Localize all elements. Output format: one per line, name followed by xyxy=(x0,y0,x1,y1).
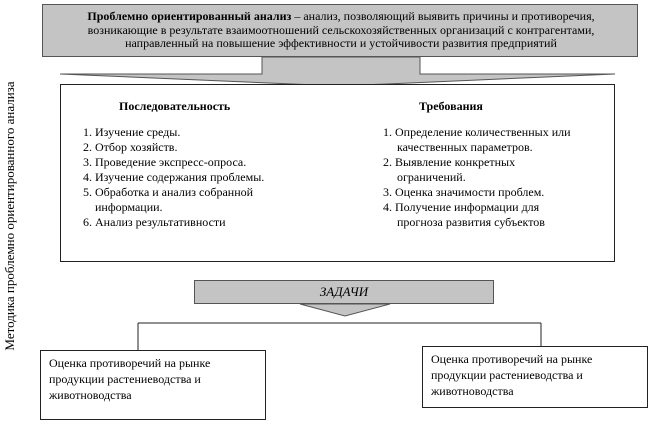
task-left-text: Оценка противоречий на рынке продукции растениеводства и животноводства xyxy=(49,356,211,402)
sequence-list xyxy=(83,125,264,230)
list-item: 2. Отбор хозяйств. xyxy=(83,140,178,154)
requirements-list xyxy=(383,125,571,230)
definition-text: – анализ, позволяющий выявить причины и противоречия, возникающие в результате взаимоотношений сельскохозяйственных организаций с контрагентами, направленный на повышение эффективности и устойчивости развития предприятий xyxy=(87,9,595,50)
list-item: 4. Получение информации для xyxy=(383,200,540,214)
list-item: прогноза развития субъектов xyxy=(397,215,545,229)
task-right-text: Оценка противоречий на рынке продукции растениеводства и животноводства xyxy=(431,352,593,398)
definition-term: Проблемно ориентированный анализ xyxy=(87,9,292,23)
side-label xyxy=(0,0,20,432)
tasks-label: ЗАДАЧИ xyxy=(319,284,369,299)
list-item: качественных параметров. xyxy=(397,140,533,154)
definition-box xyxy=(42,4,638,57)
list-item: 4. Изучение содержания проблемы. xyxy=(83,170,265,184)
list-item: 1. Изучение среды. xyxy=(83,125,181,139)
list-item: 3. Проведение экспресс-опроса. xyxy=(83,155,247,169)
arrow-down-large xyxy=(60,57,615,86)
tasks-bar xyxy=(194,280,494,304)
task-box-left xyxy=(40,350,266,420)
list-item: 1. Определение количественных или xyxy=(383,125,571,139)
list-item: 6. Анализ результативности xyxy=(83,215,226,229)
arrow-down-small xyxy=(300,304,390,316)
requirements-title: Требования xyxy=(419,99,483,113)
method-box xyxy=(60,84,615,262)
task-box-right xyxy=(422,346,648,408)
sequence-title: Последовательность xyxy=(119,99,231,113)
list-item: информации. xyxy=(95,200,163,214)
list-item: 2. Выявление конкретных xyxy=(383,155,516,169)
list-item: 5. Обработка и анализ собранной xyxy=(83,185,254,199)
side-label-text: Методика проблемно ориентированного анализа xyxy=(2,81,17,351)
list-item: ограничений. xyxy=(397,170,466,184)
list-item: 3. Оценка значимости проблем. xyxy=(383,185,545,199)
